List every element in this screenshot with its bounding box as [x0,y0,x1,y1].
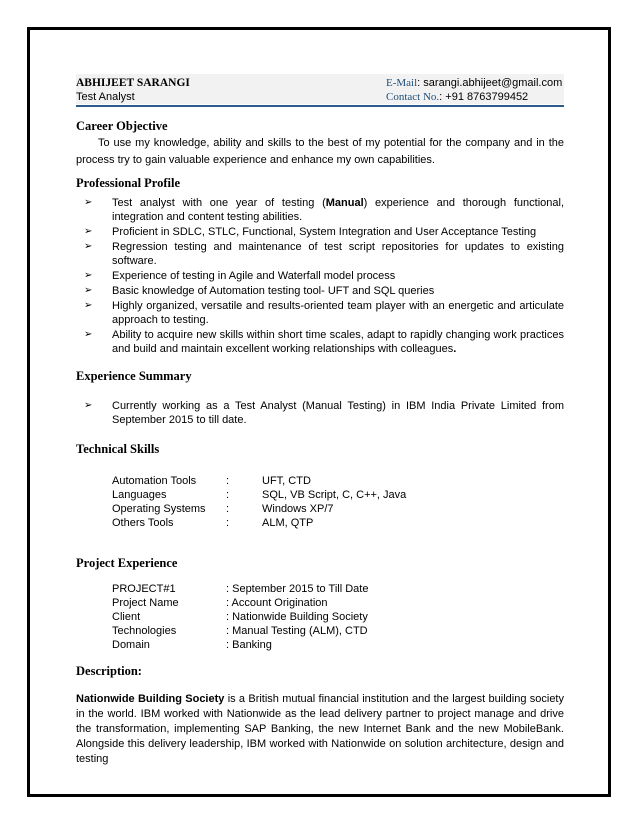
career-objective-heading: Career Objective [76,119,168,133]
project-details-table [112,582,486,652]
arrow-bullet-icon: ➢ [84,270,93,281]
arrow-bullet-icon: ➢ [84,197,93,208]
table-row [112,596,486,610]
email-label: E-Mail [386,77,418,89]
skill-value: UFT, CTD [262,475,311,487]
table-row [112,502,462,516]
career-objective-text: To use my knowledge, ability and skills to the best of my potential for the company and in the process try to gain valuable experience and enhance my own capabilities. [76,137,564,166]
bullet-bold-text: . [453,343,457,355]
technical-skills-table [112,474,462,530]
contact-value: : +91 8763799452 [439,91,529,103]
project-value: : Manual Testing (ALM), CTD [226,625,368,637]
experience-summary-heading: Experience Summary [76,369,192,383]
email-line [386,76,562,90]
skill-sep: : [226,517,230,529]
skill-sep: : [226,503,230,515]
list-item [76,299,564,327]
professional-profile-heading: Professional Profile [76,176,181,190]
list-item [76,328,564,356]
contact-label: Contact No. [386,91,440,103]
bullet-text: Regression testing and maintenance of test script repositories for updates to existing software. [112,241,564,267]
bullet-text: ) experience and thorough functional, integration and content testing abilities. [112,197,565,223]
skill-value: ALM, QTP [262,517,314,529]
description-heading: Description: [76,664,142,678]
bullet-text: Proficient in SDLC, STLC, Functional, System Integration and User Acceptance Testing [112,226,537,238]
table-row [112,624,486,638]
table-row [112,516,462,530]
bullet-text: Ability to acquire new skills within short time scales, adapt to rapidly changing work practices and build and maintain excellent working relationships with colleagues [112,329,564,355]
bullet-text: Test analyst with one year of testing ( [112,197,326,209]
bullet-text: Experience of testing in Agile and Waterfall model process [112,270,396,282]
project-label: PROJECT#1 [112,583,176,595]
bullet-text: Currently working as a Test Analyst (Manual Testing) in IBM India Private Limited from September 2015 to till date. [112,400,564,426]
skill-sep: : [226,475,230,487]
experience-summary-list [76,399,564,427]
list-item [76,196,564,224]
project-label: Technologies [112,625,177,637]
table-row [112,610,486,624]
resume-content [76,74,564,767]
description-text [76,692,564,767]
candidate-name: ABHIJEET SARANGI [76,77,190,89]
project-experience-heading: Project Experience [76,556,178,570]
arrow-bullet-icon: ➢ [84,400,93,411]
table-row [112,638,486,652]
bullet-bold-text: Manual [325,197,364,209]
professional-profile-list [76,196,564,356]
contact-line [386,90,528,104]
project-label: Client [112,611,141,623]
list-item [76,240,564,268]
skill-label: Operating Systems [112,503,206,515]
skill-value: Windows XP/7 [262,503,334,515]
skill-label: Languages [112,489,167,501]
skill-sep: : [226,489,230,501]
list-item [76,399,564,427]
arrow-bullet-icon: ➢ [84,329,93,340]
project-value: : Nationwide Building Society [226,611,368,623]
table-row [112,488,462,502]
project-value: : Account Origination [226,597,328,609]
project-value: : Banking [226,639,272,651]
arrow-bullet-icon: ➢ [84,285,93,296]
description-body: is a British mutual financial institution and the largest building society in the world. IBM worked with Nationwide as the lead delivery partner to project manage and drive the transformation, implementing SAP Banking, the new Internet Bank and the new MobileBank. Alongside this delivery leadership, IBM worked with Nationwide on solution architecture, design and testing [76,693,564,765]
arrow-bullet-icon: ➢ [84,226,93,237]
arrow-bullet-icon: ➢ [84,241,93,252]
bullet-text: Basic knowledge of Automation testing tool- UFT and SQL queries [112,285,435,297]
project-label: Project Name [112,597,179,609]
technical-skills-heading: Technical Skills [76,442,160,456]
skill-value: SQL, VB Script, C, C++, Java [262,489,407,501]
list-item [76,225,564,239]
arrow-bullet-icon: ➢ [84,300,93,311]
list-item [76,284,564,298]
email-value[interactable]: : sarangi.abhijeet@gmail.com [417,77,563,89]
bullet-text: Highly organized, versatile and results-oriented team player with an energetic and articulate approach to testing. [112,300,564,326]
project-value: : September 2015 to Till Date [226,583,369,595]
skill-label: Automation Tools [112,475,197,487]
candidate-role: Test Analyst [76,91,135,103]
skill-label: Others Tools [112,517,174,529]
project-label: Domain [112,639,150,651]
table-row [112,582,486,596]
table-row [112,474,462,488]
description-bold-lead: Nationwide Building Society [76,693,225,705]
list-item [76,269,564,283]
resume-header [76,74,564,104]
